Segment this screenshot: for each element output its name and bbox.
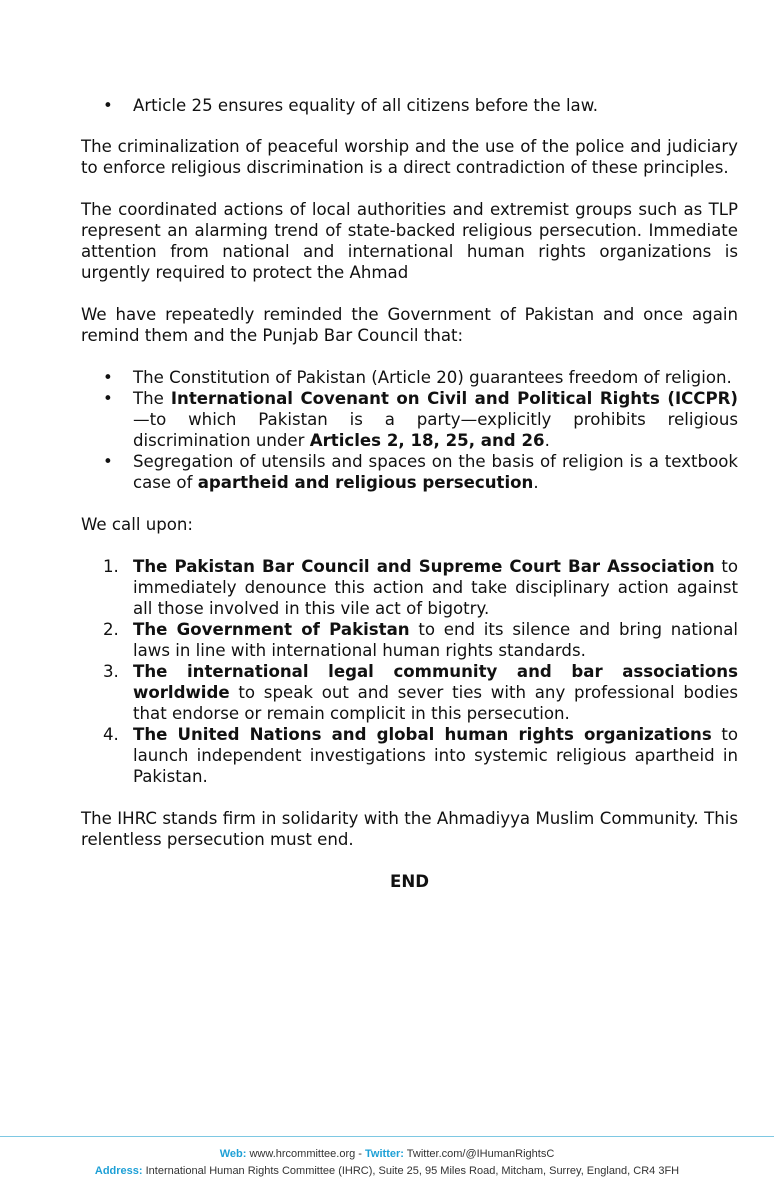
list-item: • The International Covenant on Civil and Political Rights (ICCPR)—to which Pakistan is a party—explicitly prohibits religious discrimination under Articles 2, 18, 25, and 26. xyxy=(81,388,738,451)
website-link[interactable]: www.hrcommittee.org - xyxy=(246,1148,366,1160)
footer-address-line: Address: International Human Rights Committee (IHRC), Suite 25, 95 Miles Road, Mitcham, Surrey, England, CR4 3FH xyxy=(94,1165,680,1177)
list-item: 2. The Government of Pakistan to end its silence and bring national laws in line with international human rights standards. xyxy=(103,620,738,660)
demands-list xyxy=(81,556,738,787)
paragraph: We have repeatedly reminded the Government of Pakistan and once again remind them and the Punjab Bar Council that: xyxy=(81,305,738,345)
footer xyxy=(0,1146,774,1180)
end-marker: END xyxy=(390,872,429,891)
twitter-link[interactable]: Twitter.com/@IHumanRightsC xyxy=(403,1148,555,1160)
article-list xyxy=(81,95,738,116)
paragraph: The criminalization of peaceful worship and the use of the police and judiciary to enforce religious discrimination is a direct contradiction of these principles. xyxy=(81,137,738,177)
footer-contact-line: Web: www.hrcommittee.org - Twitter: Twitter.com/@IHumanRightsC xyxy=(219,1148,555,1160)
paragraph: The coordinated actions of local authorities and extremist groups such as TLP represent an alarming trend of state-backed religious persecution. Immediate attention from national and international human rights organizations is urgently required to protect the Ahmad xyxy=(81,200,738,282)
document-body xyxy=(81,95,738,913)
list-item: • The Constitution of Pakistan (Article 20) guarantees freedom of religion. xyxy=(81,367,738,388)
call-upon-heading: We call upon: xyxy=(81,515,194,534)
reminder-list xyxy=(81,367,738,493)
list-item: 4. The United Nations and global human rights organizations to launch independent investigations into systemic religious apartheid in Pakistan. xyxy=(103,725,738,786)
list-item: • Segregation of utensils and spaces on the basis of religion is a textbook case of apartheid and religious persecution. xyxy=(81,451,738,493)
closing-paragraph: The IHRC stands firm in solidarity with the Ahmadiyya Muslim Community. This relentless persecution must end. xyxy=(81,809,738,849)
list-item: 1. The Pakistan Bar Council and Supreme Court Bar Association to immediately denounce this action and take disciplinary action against all those involved in this vile act of bigotry. xyxy=(103,557,738,618)
list-item: 3. The international legal community and bar associations worldwide to speak out and sever ties with any professional bodies that endorse or remain complicit in this persecution. xyxy=(103,662,738,723)
list-item: • Article 25 ensures equality of all citizens before the law. xyxy=(81,95,738,116)
footer-divider xyxy=(0,1136,774,1137)
